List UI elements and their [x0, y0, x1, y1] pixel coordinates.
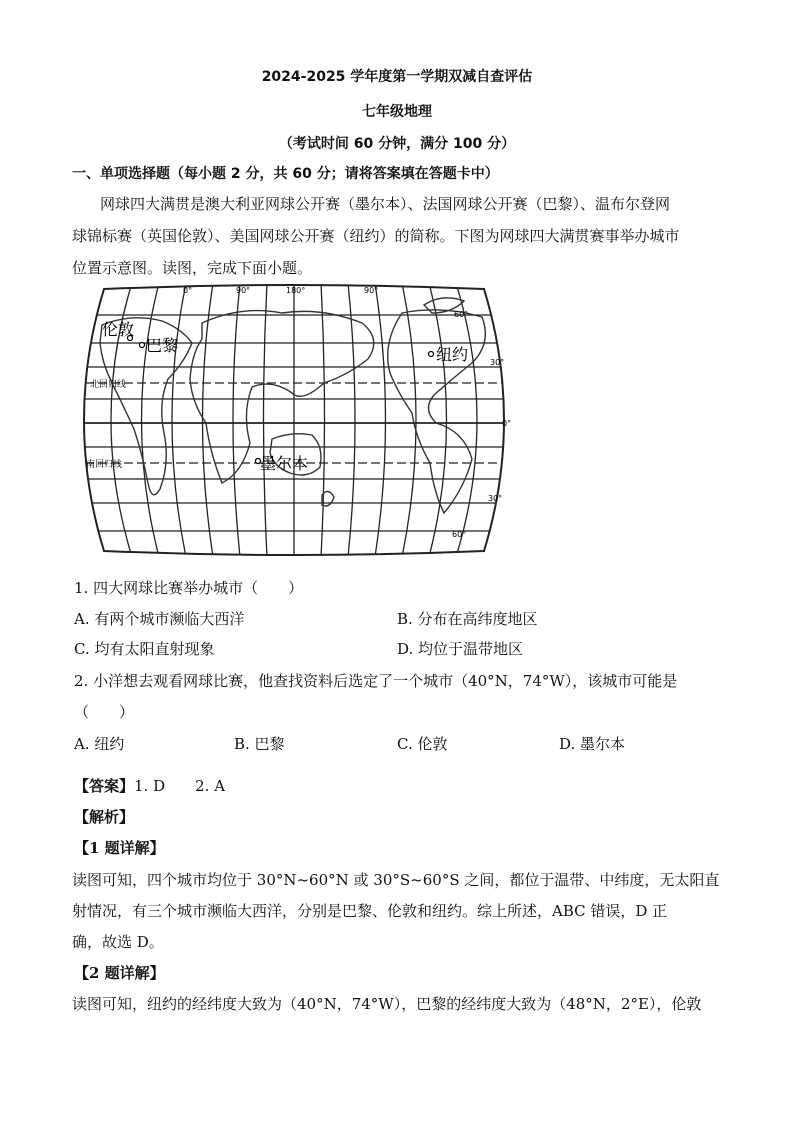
section-heading: 一、单项选择题（每小题 2 分，共 60 分；请将答案填在答题卡中）: [72, 166, 499, 182]
city-new-york: 纽约: [436, 345, 469, 364]
exam-info: （考试时间 60 分钟，满分 100 分）: [278, 136, 516, 152]
city-london: 伦敦: [102, 320, 135, 339]
analysis-label: 【解析】: [74, 808, 135, 826]
q1-analysis-line-3: 确，故选 D。: [72, 933, 164, 951]
lat-label-30s: 30°: [488, 494, 503, 503]
question-1-stem: 1. 四大网球比赛举办城市（ ）: [74, 579, 304, 597]
world-map-figure: [72, 283, 516, 557]
q1-analysis-line-1: 读图可知，四个城市均位于 30°N~60°N 或 30°S~60°S 之间，都位于温带、中纬度，无太阳直: [72, 871, 720, 889]
answer-text: 1. D 2. A: [134, 777, 226, 795]
tropic-cancer-label: 北回归线: [90, 380, 127, 390]
q2-analysis-label: 【2 题详解】: [74, 964, 165, 982]
new-york-marker: [429, 352, 434, 357]
passage-line-1: 网球四大满贯是澳大利亚网球公开赛（墨尔本）、法国网球公开赛（巴黎）、温布尔登网: [100, 195, 671, 213]
q1-option-b: B. 分布在高纬度地区: [397, 610, 538, 628]
q1-analysis-line-2: 射情况，有三个城市濒临大西洋，分别是巴黎、伦敦和纽约。综上所述，ABC 错误，D 正: [72, 902, 668, 920]
question-2-stem: 2. 小洋想去观看网球比赛，他查找资料后选定了一个城市（40°N，74°W），该城市可能是: [74, 672, 678, 690]
q2-analysis-line-1: 读图可知，纽约的经纬度大致为（40°N，74°W），巴黎的经纬度大致为（48°N，2°E），伦敦: [72, 995, 702, 1013]
lat-label-0: 0°: [502, 419, 512, 428]
question-2-blank: （ ）: [74, 703, 135, 721]
q2-option-d: D. 墨尔本: [559, 735, 626, 753]
passage-line-3: 位置示意图。读图，完成下面小题。: [72, 259, 313, 277]
lat-label-60s: 60°: [452, 530, 467, 539]
q1-option-c: C. 均有太阳直射现象: [74, 640, 215, 658]
lon-label-0: 0°: [183, 286, 193, 295]
document-subtitle: 七年级地理: [362, 104, 432, 120]
city-paris: 巴黎: [146, 336, 179, 355]
paris-marker: [140, 343, 145, 348]
lat-label-30n: 30°: [490, 358, 505, 367]
city-melbourne: 墨尔本: [260, 454, 309, 473]
tropic-capricorn-label: 南回归线: [86, 460, 123, 470]
q2-option-b: B. 巴黎: [234, 735, 285, 753]
lon-label-90e: 90°: [364, 286, 379, 295]
answer-label: 【答案】: [74, 777, 135, 795]
document-title: 2024-2025 学年度第一学期双减自查评估: [261, 69, 533, 85]
q2-option-c: C. 伦敦: [397, 735, 448, 753]
lat-label-60n: 60°: [454, 310, 469, 319]
lon-label-90w: 90°: [236, 286, 251, 295]
q1-option-a: A. 有两个城市濒临大西洋: [74, 610, 245, 628]
lon-label-180: 180°: [286, 286, 306, 295]
q1-option-d: D. 均位于温带地区: [397, 640, 524, 658]
q1-analysis-label: 【1 题详解】: [74, 839, 165, 857]
passage-line-2: 球锦标赛（英国伦敦）、美国网球公开赛（纽约）的简称。下图为网球四大满贯赛事举办城市: [72, 227, 680, 245]
q2-option-a: A. 纽约: [74, 735, 125, 753]
